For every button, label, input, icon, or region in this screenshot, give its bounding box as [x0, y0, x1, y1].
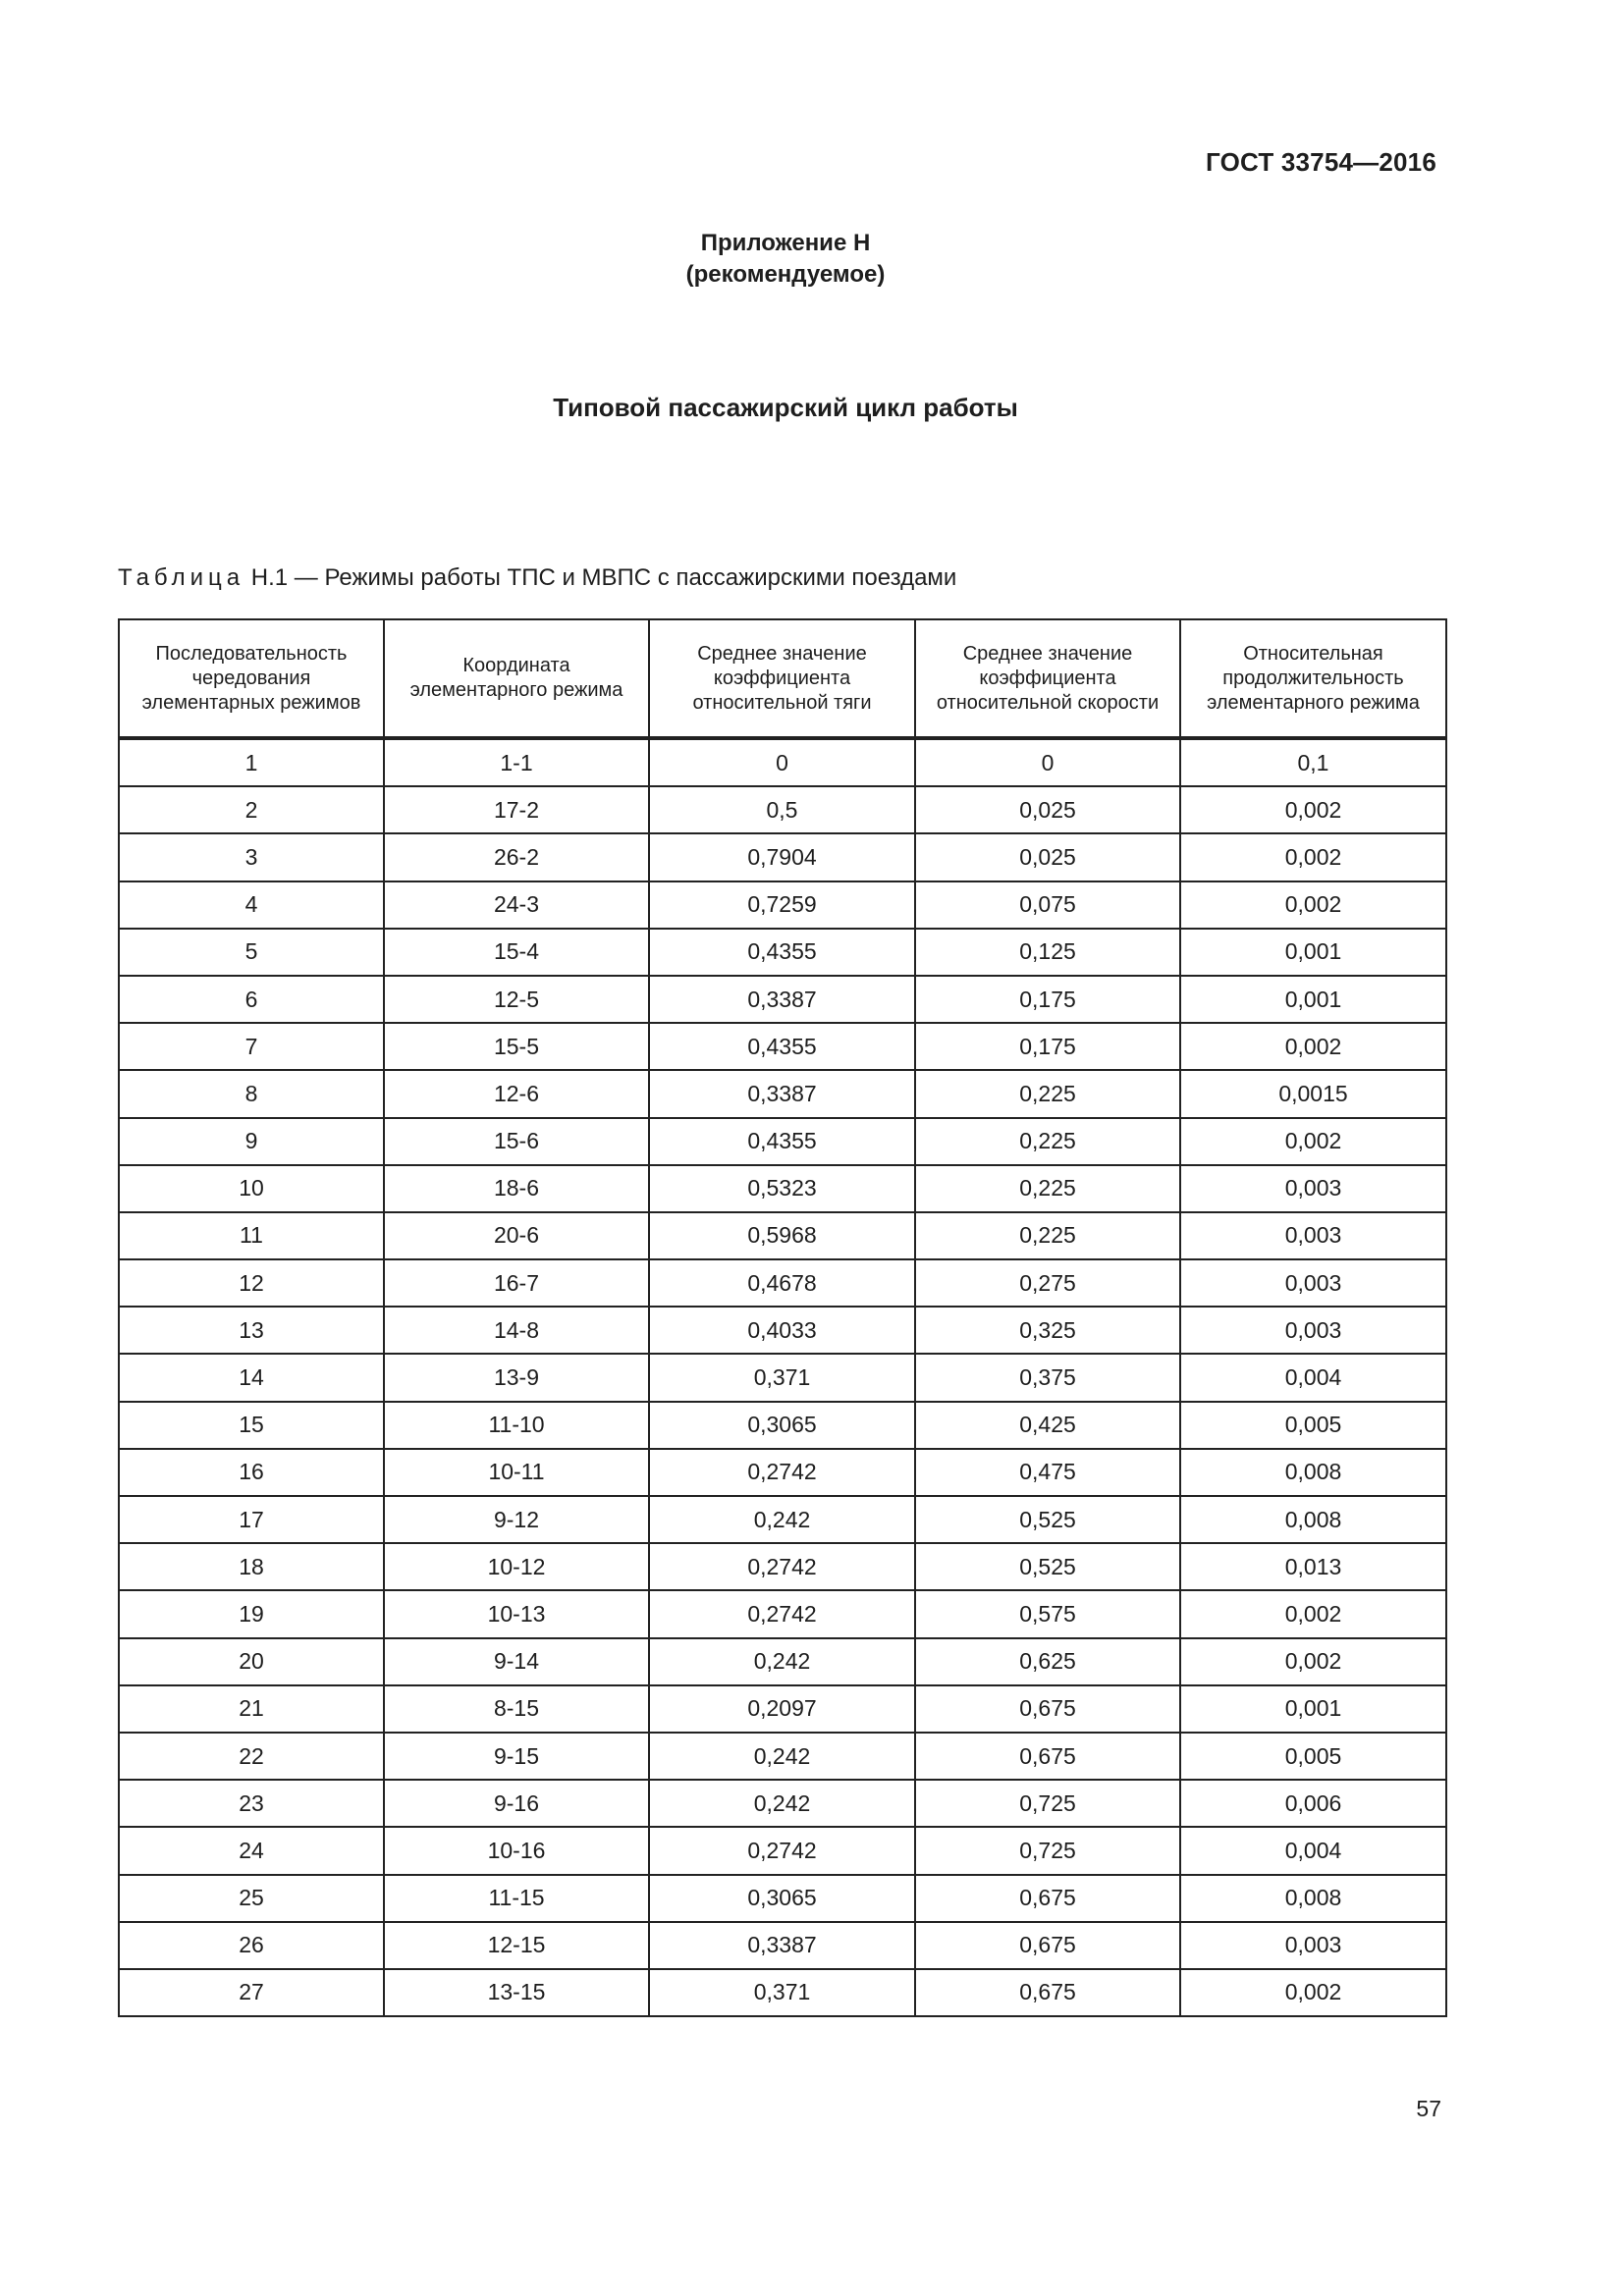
cell-sequence: 12 [119, 1259, 384, 1307]
cell-traction: 0,5 [649, 786, 915, 833]
table-row [119, 1070, 1446, 1117]
cell-traction: 0,7904 [649, 833, 915, 881]
column-header: Среднее значение коэффициента относительной тяги [649, 619, 915, 738]
table-row [119, 833, 1446, 881]
cell-speed: 0,325 [915, 1307, 1180, 1354]
cell-duration: 0,002 [1180, 1118, 1446, 1165]
cell-speed: 0,725 [915, 1780, 1180, 1827]
cell-duration: 0,004 [1180, 1827, 1446, 1874]
cell-traction: 0,2742 [649, 1543, 915, 1590]
column-header: Относительная продолжительность элементарного режима [1180, 619, 1446, 738]
column-header: Координата элементарного режима [384, 619, 649, 738]
cell-sequence: 16 [119, 1449, 384, 1496]
cell-sequence: 14 [119, 1354, 384, 1401]
cell-speed: 0,475 [915, 1449, 1180, 1496]
cell-duration: 0,001 [1180, 929, 1446, 976]
cell-traction: 0,4355 [649, 1118, 915, 1165]
cell-duration: 0,003 [1180, 1922, 1446, 1969]
table-row [119, 1543, 1446, 1590]
cell-duration: 0,005 [1180, 1733, 1446, 1780]
cell-duration: 0,001 [1180, 976, 1446, 1023]
column-header: Последовательность чередования элементарных режимов [119, 619, 384, 738]
cell-sequence: 5 [119, 929, 384, 976]
cell-sequence: 19 [119, 1590, 384, 1637]
cell-speed: 0,175 [915, 976, 1180, 1023]
cell-traction: 0,4678 [649, 1259, 915, 1307]
table-row [119, 1733, 1446, 1780]
cell-coordinate: 15-4 [384, 929, 649, 976]
cell-coordinate: 10-13 [384, 1590, 649, 1637]
cell-duration: 0,008 [1180, 1449, 1446, 1496]
cell-coordinate: 10-16 [384, 1827, 649, 1874]
cell-coordinate: 15-5 [384, 1023, 649, 1070]
cell-speed: 0,675 [915, 1922, 1180, 1969]
table-row [119, 1354, 1446, 1401]
cell-traction: 0,2742 [649, 1827, 915, 1874]
cell-sequence: 1 [119, 738, 384, 786]
cell-duration: 0,003 [1180, 1307, 1446, 1354]
cell-coordinate: 11-10 [384, 1402, 649, 1449]
cell-coordinate: 12-5 [384, 976, 649, 1023]
table-caption-prefix: Таблица [118, 564, 245, 591]
cell-speed: 0,025 [915, 833, 1180, 881]
cell-speed: 0,125 [915, 929, 1180, 976]
cell-traction: 0,7259 [649, 881, 915, 929]
cell-traction: 0,5323 [649, 1165, 915, 1212]
cell-sequence: 6 [119, 976, 384, 1023]
page-number: 57 [1416, 2096, 1441, 2121]
table-row [119, 1449, 1446, 1496]
cell-traction: 0,242 [649, 1780, 915, 1827]
section-title: Типовой пассажирский цикл работы [553, 393, 1018, 422]
table-row [119, 1685, 1446, 1733]
cell-traction: 0,2097 [649, 1685, 915, 1733]
cell-sequence: 4 [119, 881, 384, 929]
cell-coordinate: 10-12 [384, 1543, 649, 1590]
table-row [119, 1496, 1446, 1543]
cell-coordinate: 9-12 [384, 1496, 649, 1543]
cell-speed: 0,575 [915, 1590, 1180, 1637]
cell-coordinate: 9-16 [384, 1780, 649, 1827]
cell-duration: 0,006 [1180, 1780, 1446, 1827]
cell-traction: 0,3387 [649, 976, 915, 1023]
cell-sequence: 3 [119, 833, 384, 881]
cell-speed: 0,675 [915, 1875, 1180, 1922]
column-header: Среднее значение коэффициента относительной скорости [915, 619, 1180, 738]
cell-speed: 0,025 [915, 786, 1180, 833]
cell-sequence: 7 [119, 1023, 384, 1070]
cell-traction: 0,371 [649, 1969, 915, 2016]
cell-sequence: 22 [119, 1733, 384, 1780]
cell-duration: 0,002 [1180, 1638, 1446, 1685]
cell-traction: 0,3387 [649, 1070, 915, 1117]
cell-speed: 0,675 [915, 1685, 1180, 1733]
cell-duration: 0,003 [1180, 1259, 1446, 1307]
cell-traction: 0,242 [649, 1733, 915, 1780]
cell-sequence: 8 [119, 1070, 384, 1117]
cell-speed: 0,625 [915, 1638, 1180, 1685]
cell-duration: 0,003 [1180, 1212, 1446, 1259]
cell-sequence: 11 [119, 1212, 384, 1259]
cell-coordinate: 26-2 [384, 833, 649, 881]
table-row [119, 786, 1446, 833]
cell-sequence: 9 [119, 1118, 384, 1165]
annex-title: Приложение Н [700, 230, 871, 256]
table-row [119, 1875, 1446, 1922]
cell-traction: 0,2742 [649, 1449, 915, 1496]
cell-speed: 0,375 [915, 1354, 1180, 1401]
table-row [119, 1402, 1446, 1449]
table-row [119, 1307, 1446, 1354]
cell-sequence: 13 [119, 1307, 384, 1354]
table-row [119, 1259, 1446, 1307]
table-caption-text: Н.1 — Режимы работы ТПС и МВПС с пассажирскими поездами [250, 564, 957, 591]
data-table [118, 618, 1447, 2017]
cell-sequence: 2 [119, 786, 384, 833]
cell-coordinate: 20-6 [384, 1212, 649, 1259]
cell-duration: 0,005 [1180, 1402, 1446, 1449]
cell-duration: 0,008 [1180, 1875, 1446, 1922]
cell-sequence: 25 [119, 1875, 384, 1922]
cell-duration: 0,003 [1180, 1165, 1446, 1212]
cell-sequence: 24 [119, 1827, 384, 1874]
cell-speed: 0,275 [915, 1259, 1180, 1307]
cell-coordinate: 16-7 [384, 1259, 649, 1307]
cell-speed: 0,225 [915, 1118, 1180, 1165]
cell-traction: 0,3065 [649, 1875, 915, 1922]
cell-sequence: 26 [119, 1922, 384, 1969]
table-row [119, 1212, 1446, 1259]
cell-speed: 0,225 [915, 1165, 1180, 1212]
cell-traction: 0,3387 [649, 1922, 915, 1969]
cell-speed: 0,725 [915, 1827, 1180, 1874]
cell-coordinate: 12-6 [384, 1070, 649, 1117]
table-body [119, 738, 1446, 2016]
cell-duration: 0,0015 [1180, 1070, 1446, 1117]
table-row [119, 1969, 1446, 2016]
table-row [119, 881, 1446, 929]
table-row [119, 1118, 1446, 1165]
cell-duration: 0,002 [1180, 881, 1446, 929]
cell-speed: 0,175 [915, 1023, 1180, 1070]
cell-coordinate: 10-11 [384, 1449, 649, 1496]
cell-sequence: 17 [119, 1496, 384, 1543]
cell-coordinate: 24-3 [384, 881, 649, 929]
cell-traction: 0,3065 [649, 1402, 915, 1449]
table-caption [118, 564, 956, 592]
cell-duration: 0,002 [1180, 1023, 1446, 1070]
cell-sequence: 20 [119, 1638, 384, 1685]
cell-duration: 0,013 [1180, 1543, 1446, 1590]
cell-coordinate: 14-8 [384, 1307, 649, 1354]
table-row [119, 1590, 1446, 1637]
cell-speed: 0,225 [915, 1212, 1180, 1259]
cell-coordinate: 17-2 [384, 786, 649, 833]
cell-traction: 0,4355 [649, 1023, 915, 1070]
document-id: ГОСТ 33754—2016 [1206, 147, 1436, 177]
cell-speed: 0,525 [915, 1496, 1180, 1543]
cell-speed: 0 [915, 738, 1180, 786]
cell-duration: 0,004 [1180, 1354, 1446, 1401]
table-row [119, 1023, 1446, 1070]
cell-sequence: 10 [119, 1165, 384, 1212]
annex-heading [0, 228, 1571, 291]
table-row [119, 1922, 1446, 1969]
table-row [119, 1827, 1446, 1874]
table-header-row [119, 619, 1446, 738]
cell-speed: 0,675 [915, 1969, 1180, 2016]
cell-duration: 0,002 [1180, 1969, 1446, 2016]
cell-sequence: 23 [119, 1780, 384, 1827]
cell-speed: 0,675 [915, 1733, 1180, 1780]
cell-duration: 0,001 [1180, 1685, 1446, 1733]
cell-coordinate: 13-15 [384, 1969, 649, 2016]
cell-speed: 0,225 [915, 1070, 1180, 1117]
cell-speed: 0,525 [915, 1543, 1180, 1590]
cell-speed: 0,075 [915, 881, 1180, 929]
cell-coordinate: 8-15 [384, 1685, 649, 1733]
cell-coordinate: 15-6 [384, 1118, 649, 1165]
cell-coordinate: 13-9 [384, 1354, 649, 1401]
cell-sequence: 21 [119, 1685, 384, 1733]
cell-duration: 0,1 [1180, 738, 1446, 786]
table-row [119, 738, 1446, 786]
cell-duration: 0,002 [1180, 1590, 1446, 1637]
cell-traction: 0,4355 [649, 929, 915, 976]
table-row [119, 1780, 1446, 1827]
cell-coordinate: 9-14 [384, 1638, 649, 1685]
cell-sequence: 15 [119, 1402, 384, 1449]
cell-sequence: 18 [119, 1543, 384, 1590]
cell-traction: 0 [649, 738, 915, 786]
cell-sequence: 27 [119, 1969, 384, 2016]
table-row [119, 929, 1446, 976]
cell-coordinate: 18-6 [384, 1165, 649, 1212]
table-row [119, 1638, 1446, 1685]
cell-coordinate: 11-15 [384, 1875, 649, 1922]
table-row [119, 1165, 1446, 1212]
cell-traction: 0,5968 [649, 1212, 915, 1259]
cell-traction: 0,2742 [649, 1590, 915, 1637]
cell-duration: 0,008 [1180, 1496, 1446, 1543]
cell-traction: 0,242 [649, 1638, 915, 1685]
cell-coordinate: 9-15 [384, 1733, 649, 1780]
cell-traction: 0,242 [649, 1496, 915, 1543]
cell-coordinate: 12-15 [384, 1922, 649, 1969]
table-row [119, 976, 1446, 1023]
annex-status: (рекомендуемое) [685, 261, 886, 288]
cell-traction: 0,371 [649, 1354, 915, 1401]
cell-traction: 0,4033 [649, 1307, 915, 1354]
cell-coordinate: 1-1 [384, 738, 649, 786]
cell-duration: 0,002 [1180, 786, 1446, 833]
cell-speed: 0,425 [915, 1402, 1180, 1449]
cell-duration: 0,002 [1180, 833, 1446, 881]
